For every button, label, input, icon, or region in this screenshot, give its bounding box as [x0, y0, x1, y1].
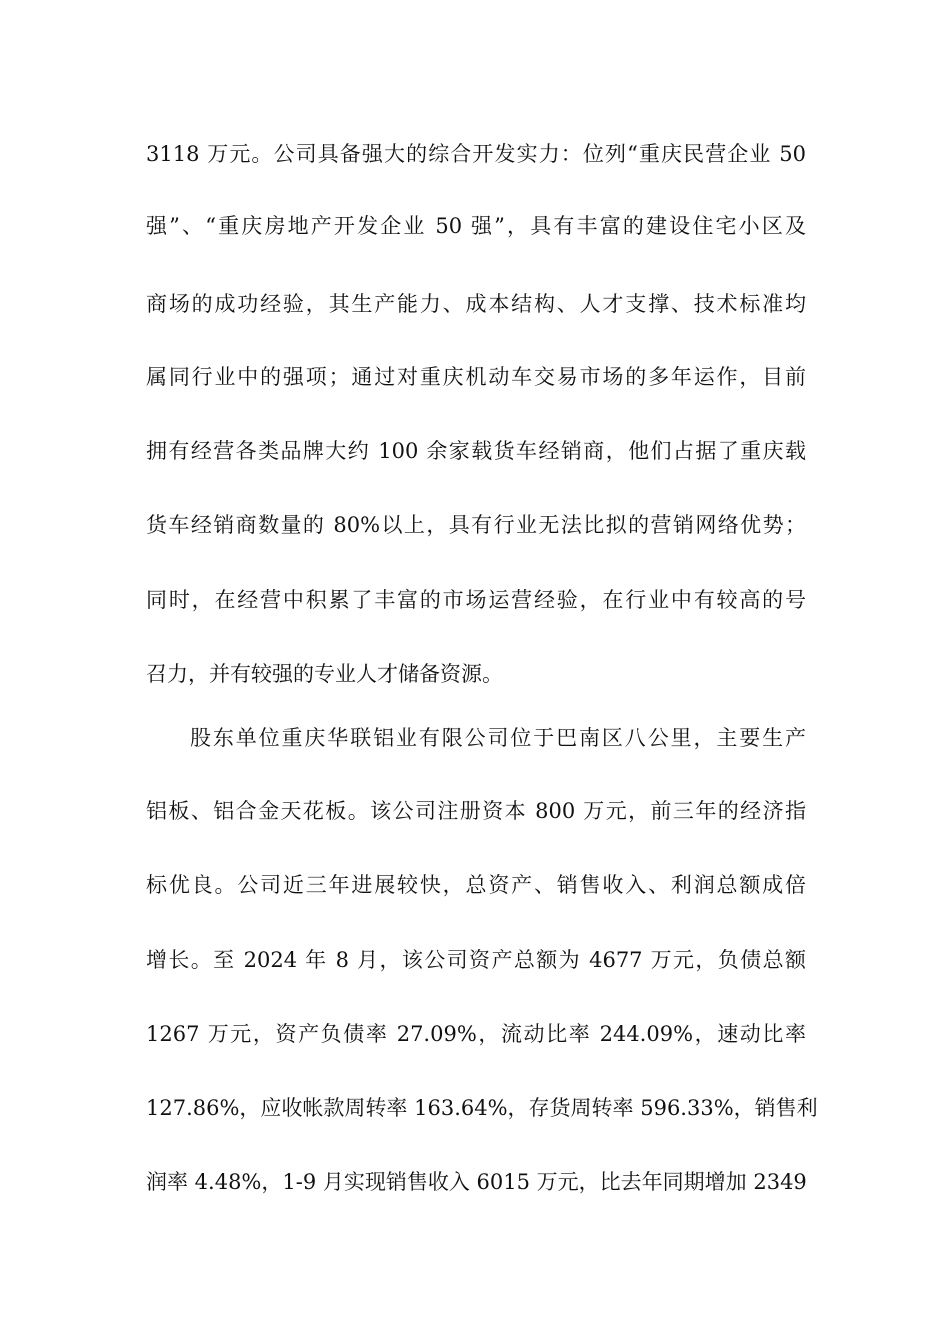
text-line: 股东单位重庆华联铝业有限公司位于巴南区八公里，主要生产 [190, 726, 806, 750]
text-line: 拥有经营各类品牌大约 100 余家载货车经销商，他们占据了重庆载 [146, 439, 806, 463]
text-line: 标优良。公司近三年进展较快，总资产、销售收入、利润总额成倍 [146, 873, 806, 897]
text-line: 1267 万元，资产负债率 27.09%，流动比率 244.09%，速动比率 [146, 1022, 806, 1046]
text-line: 127.86%，应收帐款周转率 163.64%，存货周转率 596.33%，销售利 [146, 1096, 818, 1120]
text-line: 商场的成功经验，其生产能力、成本结构、人才支撑、技术标准均 [146, 292, 806, 316]
text-line: 召力，并有较强的专业人才储备资源。 [146, 662, 503, 686]
text-line: 铝板、铝合金天花板。该公司注册资本 800 万元，前三年的经济指 [146, 799, 806, 823]
text-line: 强”、“重庆房地产开发企业 50 强”，具有丰富的建设住宅小区及 [146, 214, 806, 238]
text-line: 润率 4.48%，1-9 月实现销售收入 6015 万元，比去年同期增加 2349 [146, 1170, 807, 1194]
text-line: 同时，在经营中积累了丰富的市场运营经验，在行业中有较高的号 [146, 588, 806, 612]
text-line: 3118 万元。公司具备强大的综合开发实力：位列“重庆民营企业 50 [146, 142, 806, 166]
text-line: 货车经销商数量的 80%以上，具有行业无法比拟的营销网络优势； [146, 513, 806, 537]
text-line: 增长。至 2024 年 8 月，该公司资产总额为 4677 万元，负债总额 [146, 948, 806, 972]
text-line: 属同行业中的强项；通过对重庆机动车交易市场的多年运作，目前 [146, 365, 806, 389]
